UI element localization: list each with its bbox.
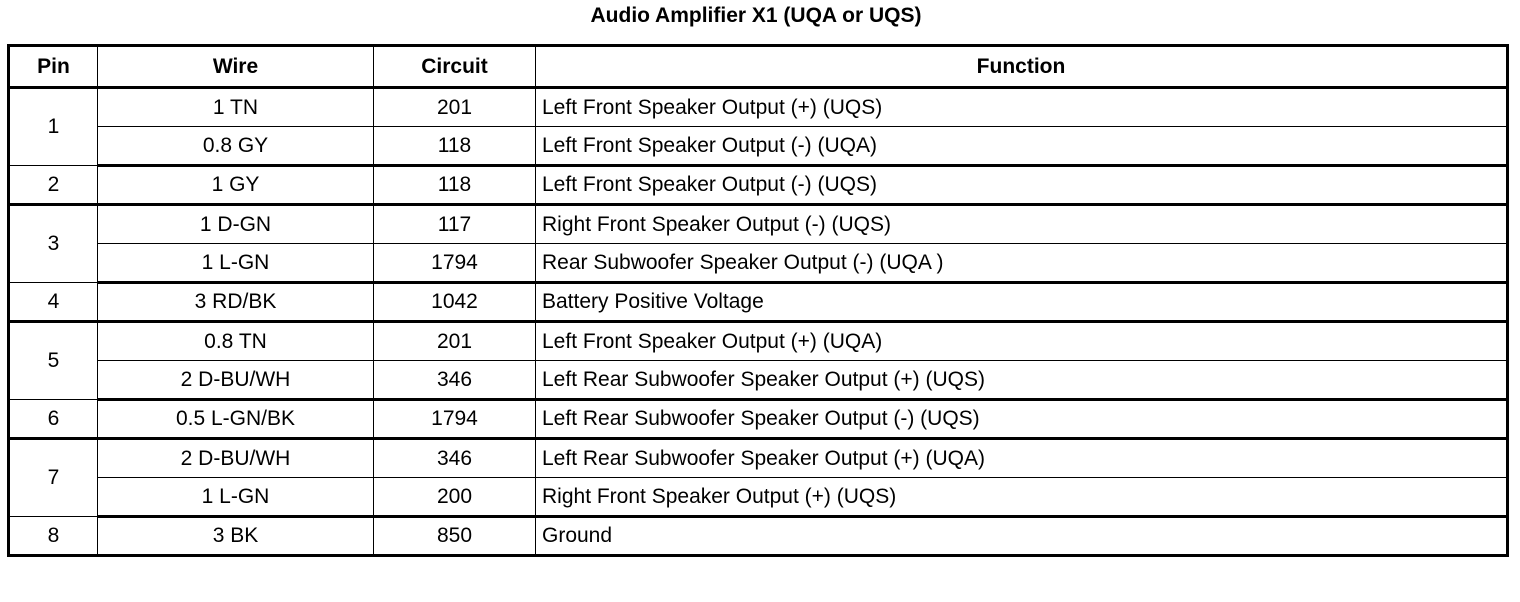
table-row bbox=[9, 205, 1508, 244]
pin-cell: 5 bbox=[9, 322, 98, 400]
column-header-pin: Pin bbox=[9, 46, 98, 88]
wire-cell: 0.8 TN bbox=[98, 322, 374, 361]
table-row bbox=[9, 322, 1508, 361]
function-cell: Rear Subwoofer Speaker Output (-) (UQA ) bbox=[536, 244, 1508, 283]
column-header-circuit: Circuit bbox=[374, 46, 536, 88]
circuit-cell: 200 bbox=[374, 478, 536, 517]
circuit-cell: 346 bbox=[374, 439, 536, 478]
pin-cell: 3 bbox=[9, 205, 98, 283]
header-row bbox=[9, 46, 1508, 88]
function-cell: Ground bbox=[536, 517, 1508, 556]
table-row bbox=[9, 439, 1508, 478]
wire-cell: 3 BK bbox=[98, 517, 374, 556]
table-row bbox=[9, 400, 1508, 439]
wire-cell: 2 D-BU/WH bbox=[98, 361, 374, 400]
pin-cell: 6 bbox=[9, 400, 98, 439]
function-cell: Left Front Speaker Output (-) (UQS) bbox=[536, 166, 1508, 205]
wire-cell: 0.5 L-GN/BK bbox=[98, 400, 374, 439]
function-cell: Left Rear Subwoofer Speaker Output (+) (UQS) bbox=[536, 361, 1508, 400]
circuit-cell: 346 bbox=[374, 361, 536, 400]
circuit-cell: 117 bbox=[374, 205, 536, 244]
circuit-cell: 201 bbox=[374, 322, 536, 361]
document-title: Audio Amplifier X1 (UQA or UQS) bbox=[590, 4, 922, 27]
function-cell: Left Rear Subwoofer Speaker Output (-) (UQS) bbox=[536, 400, 1508, 439]
wire-cell: 1 TN bbox=[98, 88, 374, 127]
wire-cell: 2 D-BU/WH bbox=[98, 439, 374, 478]
circuit-cell: 118 bbox=[374, 166, 536, 205]
function-cell: Right Front Speaker Output (-) (UQS) bbox=[536, 205, 1508, 244]
function-cell: Left Front Speaker Output (+) (UQA) bbox=[536, 322, 1508, 361]
wire-cell: 1 L-GN bbox=[98, 478, 374, 517]
pin-cell: 8 bbox=[9, 517, 98, 556]
wire-cell: 1 GY bbox=[98, 166, 374, 205]
wire-cell: 0.8 GY bbox=[98, 127, 374, 166]
circuit-cell: 118 bbox=[374, 127, 536, 166]
table-header bbox=[9, 46, 1508, 88]
table-row bbox=[9, 244, 1508, 283]
circuit-cell: 1794 bbox=[374, 400, 536, 439]
table-row bbox=[9, 127, 1508, 166]
function-cell: Left Front Speaker Output (-) (UQA) bbox=[536, 127, 1508, 166]
connector-pinout-table bbox=[7, 44, 1509, 557]
pin-cell: 7 bbox=[9, 439, 98, 517]
function-cell: Battery Positive Voltage bbox=[536, 283, 1508, 322]
function-cell: Right Front Speaker Output (+) (UQS) bbox=[536, 478, 1508, 517]
wire-cell: 1 L-GN bbox=[98, 244, 374, 283]
table-row bbox=[9, 478, 1508, 517]
function-cell: Left Front Speaker Output (+) (UQS) bbox=[536, 88, 1508, 127]
wire-cell: 3 RD/BK bbox=[98, 283, 374, 322]
pin-cell: 4 bbox=[9, 283, 98, 322]
function-cell: Left Rear Subwoofer Speaker Output (+) (UQA) bbox=[536, 439, 1508, 478]
column-header-function: Function bbox=[536, 46, 1508, 88]
table-row bbox=[9, 88, 1508, 127]
table-row bbox=[9, 166, 1508, 205]
wire-cell: 1 D-GN bbox=[98, 205, 374, 244]
table-row bbox=[9, 361, 1508, 400]
circuit-cell: 1794 bbox=[374, 244, 536, 283]
pin-cell: 1 bbox=[9, 88, 98, 166]
circuit-cell: 850 bbox=[374, 517, 536, 556]
table-body bbox=[9, 88, 1508, 556]
column-header-wire: Wire bbox=[98, 46, 374, 88]
circuit-cell: 1042 bbox=[374, 283, 536, 322]
circuit-cell: 201 bbox=[374, 88, 536, 127]
table-row bbox=[9, 283, 1508, 322]
table-row bbox=[9, 517, 1508, 556]
pin-cell: 2 bbox=[9, 166, 98, 205]
